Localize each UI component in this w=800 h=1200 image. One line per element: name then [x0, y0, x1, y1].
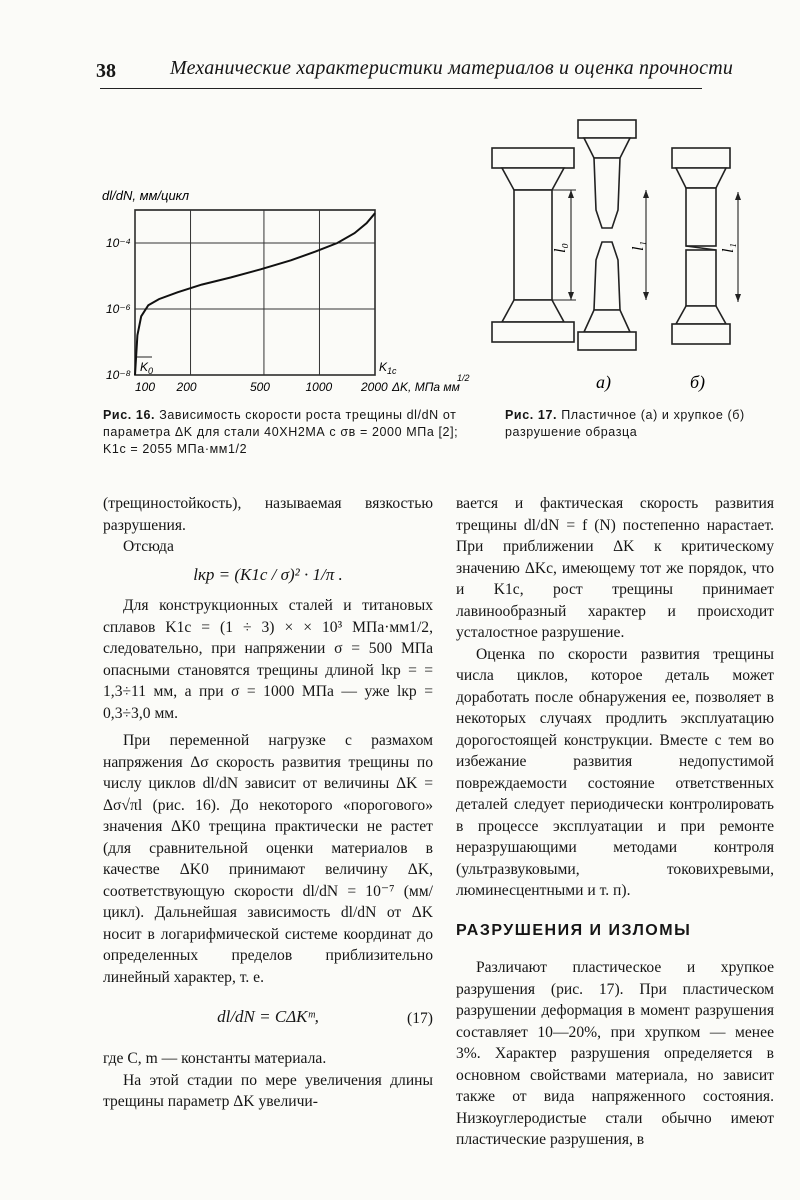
label-l1-b: l₁ — [720, 242, 737, 253]
specimen-intact-gauge — [514, 190, 552, 300]
x-tick-label: 100 — [135, 380, 156, 394]
l1b-arrow-top — [735, 192, 741, 200]
figure-17 — [480, 110, 770, 405]
right-paragraph-3: Различают пластическое и хрупкое разрушения (рис. 17). При пластическом разрушении деформация в момент разрушения составляет 10—20%, при хрупком — менее 3%. Характер разрушения определяется в основном свойствами материала, но зависит также от вида напряженного состояния. Низкоуглеродистые стали обычно имеют пластические разрушения, в — [456, 959, 774, 1148]
specimen-brittle-bottom-shoulder — [676, 306, 726, 324]
crack-growth-curve — [135, 213, 375, 375]
specimen-brittle-top-grip — [672, 148, 730, 168]
x-tick-label: 1000 — [305, 380, 333, 394]
x-axis-label — [391, 380, 460, 394]
right-column — [456, 493, 774, 1151]
specimen-brittle-top-shoulder — [676, 168, 726, 188]
figure-17-caption-text: Пластичное (а) и хрупкое (б) разрушение образца — [505, 408, 745, 439]
right-paragraph-2: Оценка по скорости развития трещины числа циклов, которое деталь может доработать после обнаружения ее, позволяет в некоторых случаях продлить эксплуатацию дорогостоящей конструкции. Вместе с тем во избежание развития недопустимой повреждаемости состояние ответственных деталей следует периодически контролировать в процессе эксплуатации и при ремонте неразрушающими методами контроля (ультразвуковыми, токовихревыми, люминесцентными и т. п). — [456, 645, 774, 899]
left-paragraph-3: Для конструкционных сталей и титановых сплавов K1c = (1 ÷ 3) × × 10³ МПа·мм1/2, следовательно, при напряжении σ = 500 МПа опасными становятся трещины длиной lкр = = 1,3÷11 мм, а при σ = 1000 МПа — уже lкр = 0,3÷3,0 мм. — [103, 597, 433, 722]
left-paragraph-4: При переменной нагрузке с размахом напряжения Δσ скорость развития трещины по числу циклов dl/dN зависит от величины ΔK = Δσ√πl (рис. 16). До некоторого «порогового» значения ΔK0 трещина практически не растет (для сравнительной оценки материалов в качестве ΔK0 принимают величину ΔK, соответствующую скорости dl/dN = 10⁻⁷ (мм/цикл). Дальнейшая зависимость dl/dN от ΔK носит в логарифмической системе координат до определенных пределов приблизительно линейный характер, т. е. — [103, 732, 433, 986]
figure-16-caption-text: Зависимость скорости роста трещины dl/dN от параметра ΔK для стали 40ХН2МА с σв = 2000 МПа [2]; K1с = 2055 МПа·мм1/2 — [103, 408, 459, 456]
y-axis-label: dl/dN, мм/цикл — [102, 188, 190, 203]
specimen-brittle-bottom-half — [686, 250, 716, 306]
specimen-ductile — [578, 120, 636, 350]
header-rule — [100, 88, 702, 89]
specimen-ductile-top-grip — [578, 120, 636, 138]
plot-frame — [135, 210, 375, 375]
l1a-arrow-top — [643, 190, 649, 198]
section-heading: РАЗРУШЕНИЯ И ИЗЛОМЫ — [456, 921, 692, 939]
k1c-label-main: K — [379, 360, 388, 374]
label-sub-b: б) — [690, 372, 706, 392]
k1c-label-sub: 1c — [387, 366, 397, 376]
y-tick-label: 10⁻⁴ — [106, 236, 131, 250]
specimen-ductile-top-shoulder — [584, 138, 630, 158]
chart-grid — [135, 210, 375, 375]
k1c-label — [379, 360, 397, 376]
y-tick-label: 10⁻⁸ — [106, 368, 131, 382]
figure-16-caption-prefix: Рис. 16. — [103, 408, 156, 422]
formula-critical-length: lкр = (K1c / σ)² · 1/π . — [193, 564, 343, 584]
label-l0: l₀ — [552, 242, 569, 253]
specimen-brittle-bottom-grip — [672, 324, 730, 344]
x-axis-label-exp: 1/2 — [457, 373, 470, 383]
figure-17-caption-prefix: Рис. 17. — [505, 408, 558, 422]
specimen-intact-top-grip — [492, 148, 574, 168]
formula-17-number: (17) — [407, 1010, 433, 1027]
left-paragraph-2: Отсюда — [123, 538, 174, 555]
left-column — [103, 493, 433, 1113]
running-title: Механические характеристики материалов и оценка прочности — [170, 57, 734, 79]
specimen-drawing — [480, 110, 770, 405]
specimen-ductile-bottom-grip — [578, 332, 636, 350]
formula-17: dl/dN = CΔKᵐ, — [217, 1007, 319, 1026]
l1a-arrow-bottom — [643, 292, 649, 300]
specimen-ductile-top-neck — [594, 158, 620, 228]
specimen-ductile-bottom-neck — [594, 242, 620, 310]
figure-16-caption — [103, 407, 483, 458]
page-number: 38 — [96, 60, 116, 82]
k0-label-sub: 0 — [148, 366, 154, 376]
figure-17-caption — [505, 407, 773, 441]
x-tick-labels — [135, 380, 388, 394]
label-l1-a: l₁ — [630, 240, 647, 251]
l0-arrow-bottom — [568, 292, 574, 300]
specimen-intact-bottom-shoulder — [502, 300, 564, 322]
l0-arrow-top — [568, 190, 574, 198]
l1b-arrow-bottom — [735, 294, 741, 302]
specimen-ductile-bottom-shoulder — [584, 310, 630, 332]
specimen-intact-top-shoulder — [502, 168, 564, 190]
k0-label — [140, 360, 153, 376]
x-tick-label: 500 — [249, 380, 270, 394]
k0-label-main: K — [140, 360, 149, 374]
left-paragraph-6: На этой стадии по мере увеличения длины трещины параметр ΔK увеличи- — [103, 1071, 433, 1110]
x-tick-label: 2000 — [361, 380, 388, 394]
x-axis-label-text: ΔK, МПа мм — [392, 380, 460, 394]
formula-17-row — [103, 994, 433, 1044]
specimen-intact-bottom-grip — [492, 322, 574, 342]
y-tick-label: 10⁻⁶ — [106, 302, 131, 316]
figure-16 — [100, 175, 480, 400]
left-paragraph-1: (трещиностойкость), называемая вязкостью разрушения. — [103, 495, 433, 534]
left-paragraph-5: где C, m — константы материала. — [103, 1050, 327, 1067]
crack-growth-chart — [100, 175, 480, 400]
label-sub-a: а) — [596, 372, 611, 392]
x-tick-label: 200 — [176, 380, 197, 394]
specimen-brittle-top-half — [686, 188, 716, 246]
y-tick-labels — [106, 236, 131, 382]
right-paragraph-1: вается и фактическая скорость развития трещины dl/dN = f (N) постепенно нарастает. При приближении ΔK к критическому значению ΔKc, имеющему тот же порядок, что и K1c, рост трещины принимает лавинообразный характер и происходит усталостное разрушение. — [456, 495, 774, 641]
